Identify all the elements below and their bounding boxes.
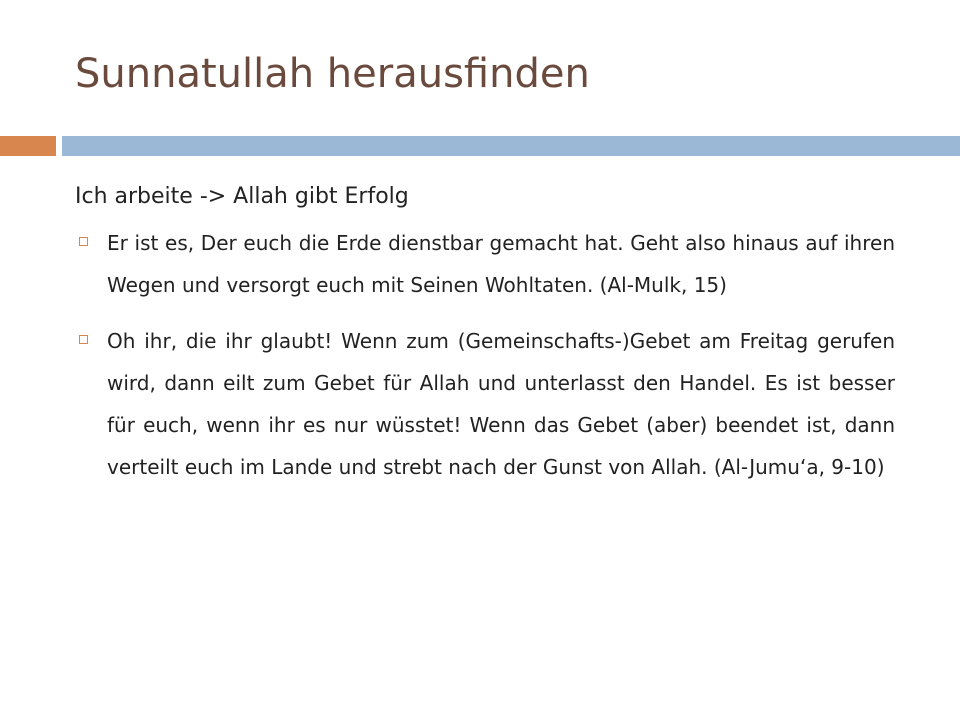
bullet-list bbox=[75, 222, 895, 488]
square-bullet-icon bbox=[79, 237, 88, 246]
intro-line: Ich arbeite -> Allah gibt Erfolg bbox=[75, 184, 409, 209]
bullet-item bbox=[75, 320, 895, 488]
bullet-text: Er ist es, Der euch die Erde dienstbar gemacht hat. Geht also hinaus auf ihren Wegen und versorgt euch mit Seinen Wohltaten. (Al-Mulk, 15) bbox=[107, 231, 895, 297]
accent-bar-orange bbox=[0, 136, 56, 156]
bullet-text: Oh ihr, die ihr glaubt! Wenn zum (Gemeinschafts-)Gebet am Freitag gerufen wird, dann eilt zum Gebet für Allah und unterlasst den Handel. Es ist besser für euch, wenn ihr es nur wüsstet! Wenn das Gebet (aber) beendet ist, dann verteilt euch im Lande und strebt nach der Gunst von Allah. (Al-Jumu‘a, 9-10) bbox=[107, 329, 895, 479]
accent-bar-blue bbox=[62, 136, 960, 156]
slide-title: Sunnatullah herausfinden bbox=[75, 51, 590, 97]
square-bullet-icon bbox=[79, 335, 88, 344]
bullet-item bbox=[75, 222, 895, 306]
slide-content bbox=[75, 176, 895, 502]
